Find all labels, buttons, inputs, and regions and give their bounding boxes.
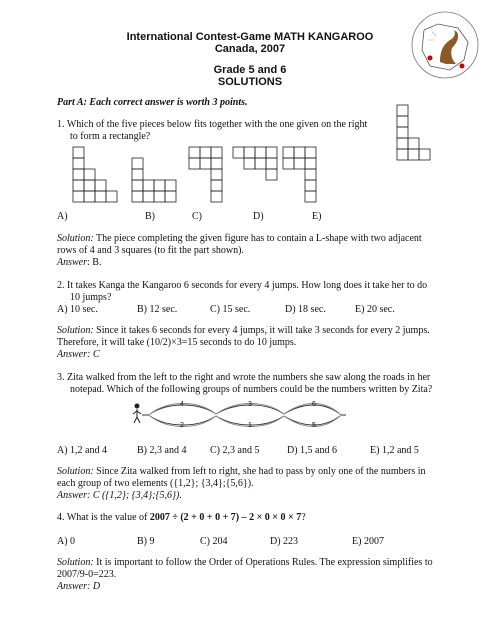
q1-piece-e bbox=[282, 146, 322, 206]
walker-icon bbox=[133, 404, 141, 424]
grade-heading: Grade 5 and 6 bbox=[213, 64, 287, 76]
q2-option-b: B) 12 sec. bbox=[137, 304, 178, 315]
solution-label: Solution: bbox=[57, 325, 94, 336]
road-number-3: 3 bbox=[248, 401, 252, 408]
q1-option-b: B) bbox=[145, 211, 155, 222]
solution-label: Solution: bbox=[57, 466, 94, 477]
road-number-2: 2 bbox=[180, 422, 184, 429]
q3-stem: 3. Zita walked from the left to the right and wrote the numbers she saw along the roads in her bbox=[57, 372, 431, 383]
q1-piece-c bbox=[188, 146, 228, 206]
q3-roads-figure bbox=[128, 396, 348, 434]
contest-subtitle: Canada, 2007 bbox=[214, 43, 286, 55]
q4-answer: Answer: D bbox=[57, 581, 101, 592]
answer-label: Answer bbox=[57, 257, 87, 268]
kangaroo-logo-icon bbox=[410, 10, 480, 80]
road-number-1: 1 bbox=[248, 422, 252, 429]
q3-solution-cont: each group of two elements ({1,2}; {3,4};{5,6}). bbox=[57, 478, 254, 489]
q1-stem: 1. Which of the five pieces below fits together with the one given on the right bbox=[57, 119, 368, 130]
q4-solution-text: It is important to follow the Order of Operations Rules. The expression simplifies to bbox=[93, 557, 433, 568]
q4-stem bbox=[57, 512, 306, 525]
q1-option-d: D) bbox=[253, 211, 264, 222]
q2-solution-cont: Therefore, it will take (10/2)×3=15 seconds to do 10 jumps. bbox=[57, 337, 297, 348]
q4-option-d: D) 223 bbox=[270, 536, 299, 547]
q1-piece-d bbox=[232, 146, 280, 182]
q4-expression: 2007 ÷ (2 + 0 + 0 + 7) – 2 × 0 × 0 × 7 bbox=[149, 512, 302, 523]
q2-stem-cont: 10 jumps? bbox=[70, 292, 112, 303]
q2-solution-text: Since it takes 6 seconds for every 4 jumps, it will take 3 seconds for every 2 jumps. bbox=[93, 325, 430, 336]
q3-option-d: D) 1,5 and 6 bbox=[287, 445, 337, 456]
q1-solution-cont: rows of 4 and 3 squares (to fit the part shown). bbox=[57, 245, 244, 256]
q3-solution bbox=[57, 466, 426, 479]
kangaroo-logo bbox=[410, 10, 480, 80]
q3-option-c: C) 2,3 and 5 bbox=[210, 445, 260, 456]
q2-solution bbox=[57, 325, 430, 338]
q2-option-c: C) 15 sec. bbox=[210, 304, 251, 315]
q1-solution bbox=[57, 233, 422, 246]
q2-option-e: E) 20 sec. bbox=[355, 304, 395, 315]
q3-option-a: A) 1,2 and 4 bbox=[57, 445, 107, 456]
road-number-5: 5 bbox=[312, 422, 316, 429]
q4-option-b: B) 9 bbox=[137, 536, 155, 547]
q4-stem-text: 4. What is the value of bbox=[57, 512, 150, 523]
solution-label: Solution: bbox=[57, 557, 94, 568]
q4-solution-cont: 2007/9-0=223. bbox=[57, 569, 117, 580]
q4-solution bbox=[57, 557, 433, 570]
q2-stem: 2. It takes Kanga the Kangaroo 6 seconds for every 4 jumps. How long does it take her to do bbox=[57, 280, 428, 291]
road-number-6: 6 bbox=[312, 401, 316, 408]
q3-stem-cont: notepad. Which of the following groups of numbers could be the numbers written by Zita? bbox=[70, 384, 433, 395]
q3-option-b: B) 2,3 and 4 bbox=[137, 445, 187, 456]
q1-option-c: C) bbox=[192, 211, 202, 222]
q2-option-a: A) 10 sec. bbox=[57, 304, 98, 315]
q4-stem-end: ? bbox=[301, 512, 306, 523]
q3-answer: Answer: C ({1,2}; {3,4};{5,6}). bbox=[57, 490, 182, 501]
contest-title: International Contest-Game MATH KANGAROO bbox=[126, 31, 374, 43]
q1-stem-cont: to form a rectangle? bbox=[70, 131, 151, 142]
solution-label: Solution: bbox=[57, 233, 94, 244]
solutions-heading: SOLUTIONS bbox=[217, 76, 283, 88]
road-number-4: 4 bbox=[180, 401, 184, 408]
part-a-heading: Part A: Each correct answer is worth 3 points. bbox=[57, 97, 248, 108]
q4-option-e: E) 2007 bbox=[352, 536, 384, 547]
q1-solution-text: The piece completing the given figure has to contain a L-shape with two adjacent bbox=[93, 233, 422, 244]
q4-option-a: A) 0 bbox=[57, 536, 76, 547]
q1-option-a: A) bbox=[57, 211, 68, 222]
q1-given-piece bbox=[396, 104, 444, 166]
q2-option-d: D) 18 sec. bbox=[285, 304, 326, 315]
q1-answer bbox=[57, 257, 101, 270]
q4-option-c: C) 204 bbox=[200, 536, 228, 547]
q1-option-e: E) bbox=[312, 211, 322, 222]
q2-answer: Answer: C bbox=[57, 349, 100, 360]
q1-answer-value: : B. bbox=[87, 257, 102, 268]
q1-piece-a bbox=[72, 146, 128, 206]
q1-piece-b bbox=[131, 146, 187, 206]
q3-option-e: E) 1,2 and 5 bbox=[370, 445, 419, 456]
roads-diagram bbox=[128, 396, 348, 434]
q3-solution-text: Since Zita walked from left to right, she had to pass by only one of the numbers in bbox=[93, 466, 426, 477]
